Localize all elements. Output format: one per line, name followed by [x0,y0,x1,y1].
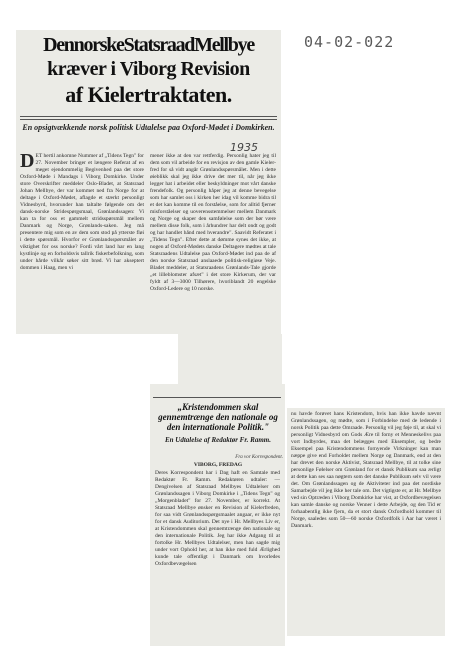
divider [153,397,281,398]
interview-text: Deres Korrespondent har i Dag haft en Samtale med Redaktør Fr. Ramm. Redaktøren udtaler: — Dengivelsen af Statsraad Mellbyes Udtalelser om Grønlandssagen i Viborg Domkirke i „Tidens Tegn" og „Morgenbladet" for 27. November, er korrekt. At Statsraad Mellbye ønsker en Revision af Kielerfreden, for saa vidt Grønlandsspørgsmaalet angaar, er ikke nyt for et dansk Auditorium. Det nye i Hr. Mellbyes Liv er, at Kristendommen skal gennemtrænge den nationale og den internationale Politik. Jeg har ikke Adgang til at fortolke Hr. Mellbyes Udtalelser, men han sagde mig under vort Ophold her, at han ikke med fuld Ærlighed kunde tale offentligt i Danmark om hvorledes Oxfordbevægelsen [155,470,280,567]
interview-subhead: En Udtalelse af Redaktør Fr. Ramm. [165,436,271,444]
interview-headline: „Kristendommen skal gennemtrænge den nationale og den internationale Politik." [158,402,278,432]
interview-text: nu havde forøvet hans Kristendom, hvis han ikke havde nævnt Grønlandssagen, og mødte, som i Forbindelse med de ledende i norsk Politik paa dette Omraade. Personlig vil jeg føje til, at skal vi personligt Vidnesbyrd om Gods Ære til forny et Menneskelivs paa vort Indbyrdes, maa det belægges med Eksempler, og bedre Eksempel paa Kristendommens fornyende Virkninger kan man næppe give end Forholdet mellem Norge og Danmark, end at den har drevet den norske Aktivist, Statsraad Mellbye, til at tolke sine personlige Følelser om Grønland for et dansk Publikum saa ærligt at dette kan ses saa nøgtern som det danske Publikum selv vil være det. Om Grønlandssagen og de Aktiviteter ind paa det nordiske Samarbejde vil jeg ikke her tale om. Det vigtigste er, at Hr. Mellbye ved sin Optræden i Viborg Domkirke har vist, at Oxfordbevægelsen kan samle danske og norske Venner i dette Arbejde, og den Tid er forhaabentlig ikke fjern, da et stort dansk Oxfordhold kommer til Norge, saaledes som 50—60 norske Oxfordfolk i Aar har været i Danmark. [291,411,441,529]
drop-cap: D [20,153,35,172]
headline-line-1: DennorskeStatsraadMellbye [43,34,254,56]
interview-column-1 [155,470,280,642]
article-column-2 [150,153,276,381]
headline-line-3: af Kielertraktaten. [65,82,232,107]
divider [20,116,277,117]
archive-stamp: 04-02-022 [304,33,395,51]
interview-dateline: VIBORG, FREDAG [193,462,243,468]
article-text: mener ikke at den var rettferdig. Personlig hater jeg til dem som vil arbeide for en revisjon av den gamle Kieler-fred for så vidt angår Grønlandsspørsmålet. Men i dette øieblikk skal jeg ikke drive det mer til, når jeg ikke legger hat i arbeidet eller beskyldninger mot vårt danske frendefolk. Og personlig håper jeg at denne bevegelse som har samlet oss i kirken her idag vil komme bidra til et det kan komme til en forståelse, som for alltid fjerner misforståelser og uoverensstemmelser mellem Danmark og Norge og skaper den samfølelse som der bør være mellem disse folk, som i århundrer har delt ondt og godt og har handlet hånd med hverandre". Saavidt Referatet i „Tidens Tegn". Efter dette at dømme synes det ikke, at nogen af Oxford-Mødets danske Deltagere mødtes at tale Statsraadens Udtalelse paa Oxford-Mødet ind paa de af den norske Statsraad anslaaede politisk-religiøse Veje. Bladet meddeler, at Statsraadens Grønlands-Tale gjorde „et lilleblomster afsæt" i det store Kirkerum, der var fyldt af 3—3000 Tilhørere, hvoriblandt 20 engelske Oxford-Ledere og 10 norske. [150,153,276,292]
handwritten-year: 1935 [230,141,258,154]
interview-column-2 [291,411,441,633]
article-column-1 [20,153,144,331]
divider [20,119,277,120]
headline-line-2: kræver i Viborg Revision [47,58,250,80]
interview-byline: Fra vor Korrespondent. [235,455,283,460]
article-text: ET hertil ankomne Nummer af „Tidens Tegn" for 27. November bringer et længere Referat af en meget ejendommelig Begivenhed paa det store Oxford-Møde i Mandags i Viborg Domkirke. Under store Overskrifter meddeler Oslo-Bladet, at Statsraad Johan Mellbye, der var kommet ned fra Norge for at deltage i Oxford-Mødet, aflagde et stærkt personligt Vidnesbyrd, hvorunder han taltalte følgende om det dansk-norske Stridespørgsmaal, Grønlandssagen: Vi kan ta for oss et gammelt stridsspørsmål mellem Danmark og Norge, Grønlands-saken. Jeg må presentere mig som en av dem som stod på ytterste fløi i dette spørsmål. Hvorfor er Grønlandsspørsmålet av viktighet for oss norske? Fordi vårt land har en lang kystlinje og en forholdsvis tallrik fiskerbefolkning, som under hårde vilkår søker sitt brød. Vi har akseptert dommen i Haag, men vi [20,153,144,271]
article-subhead: En opsigtvækkende norsk politisk Udtalelse paa Oxford-Mødet i Domkirken. [22,123,275,132]
